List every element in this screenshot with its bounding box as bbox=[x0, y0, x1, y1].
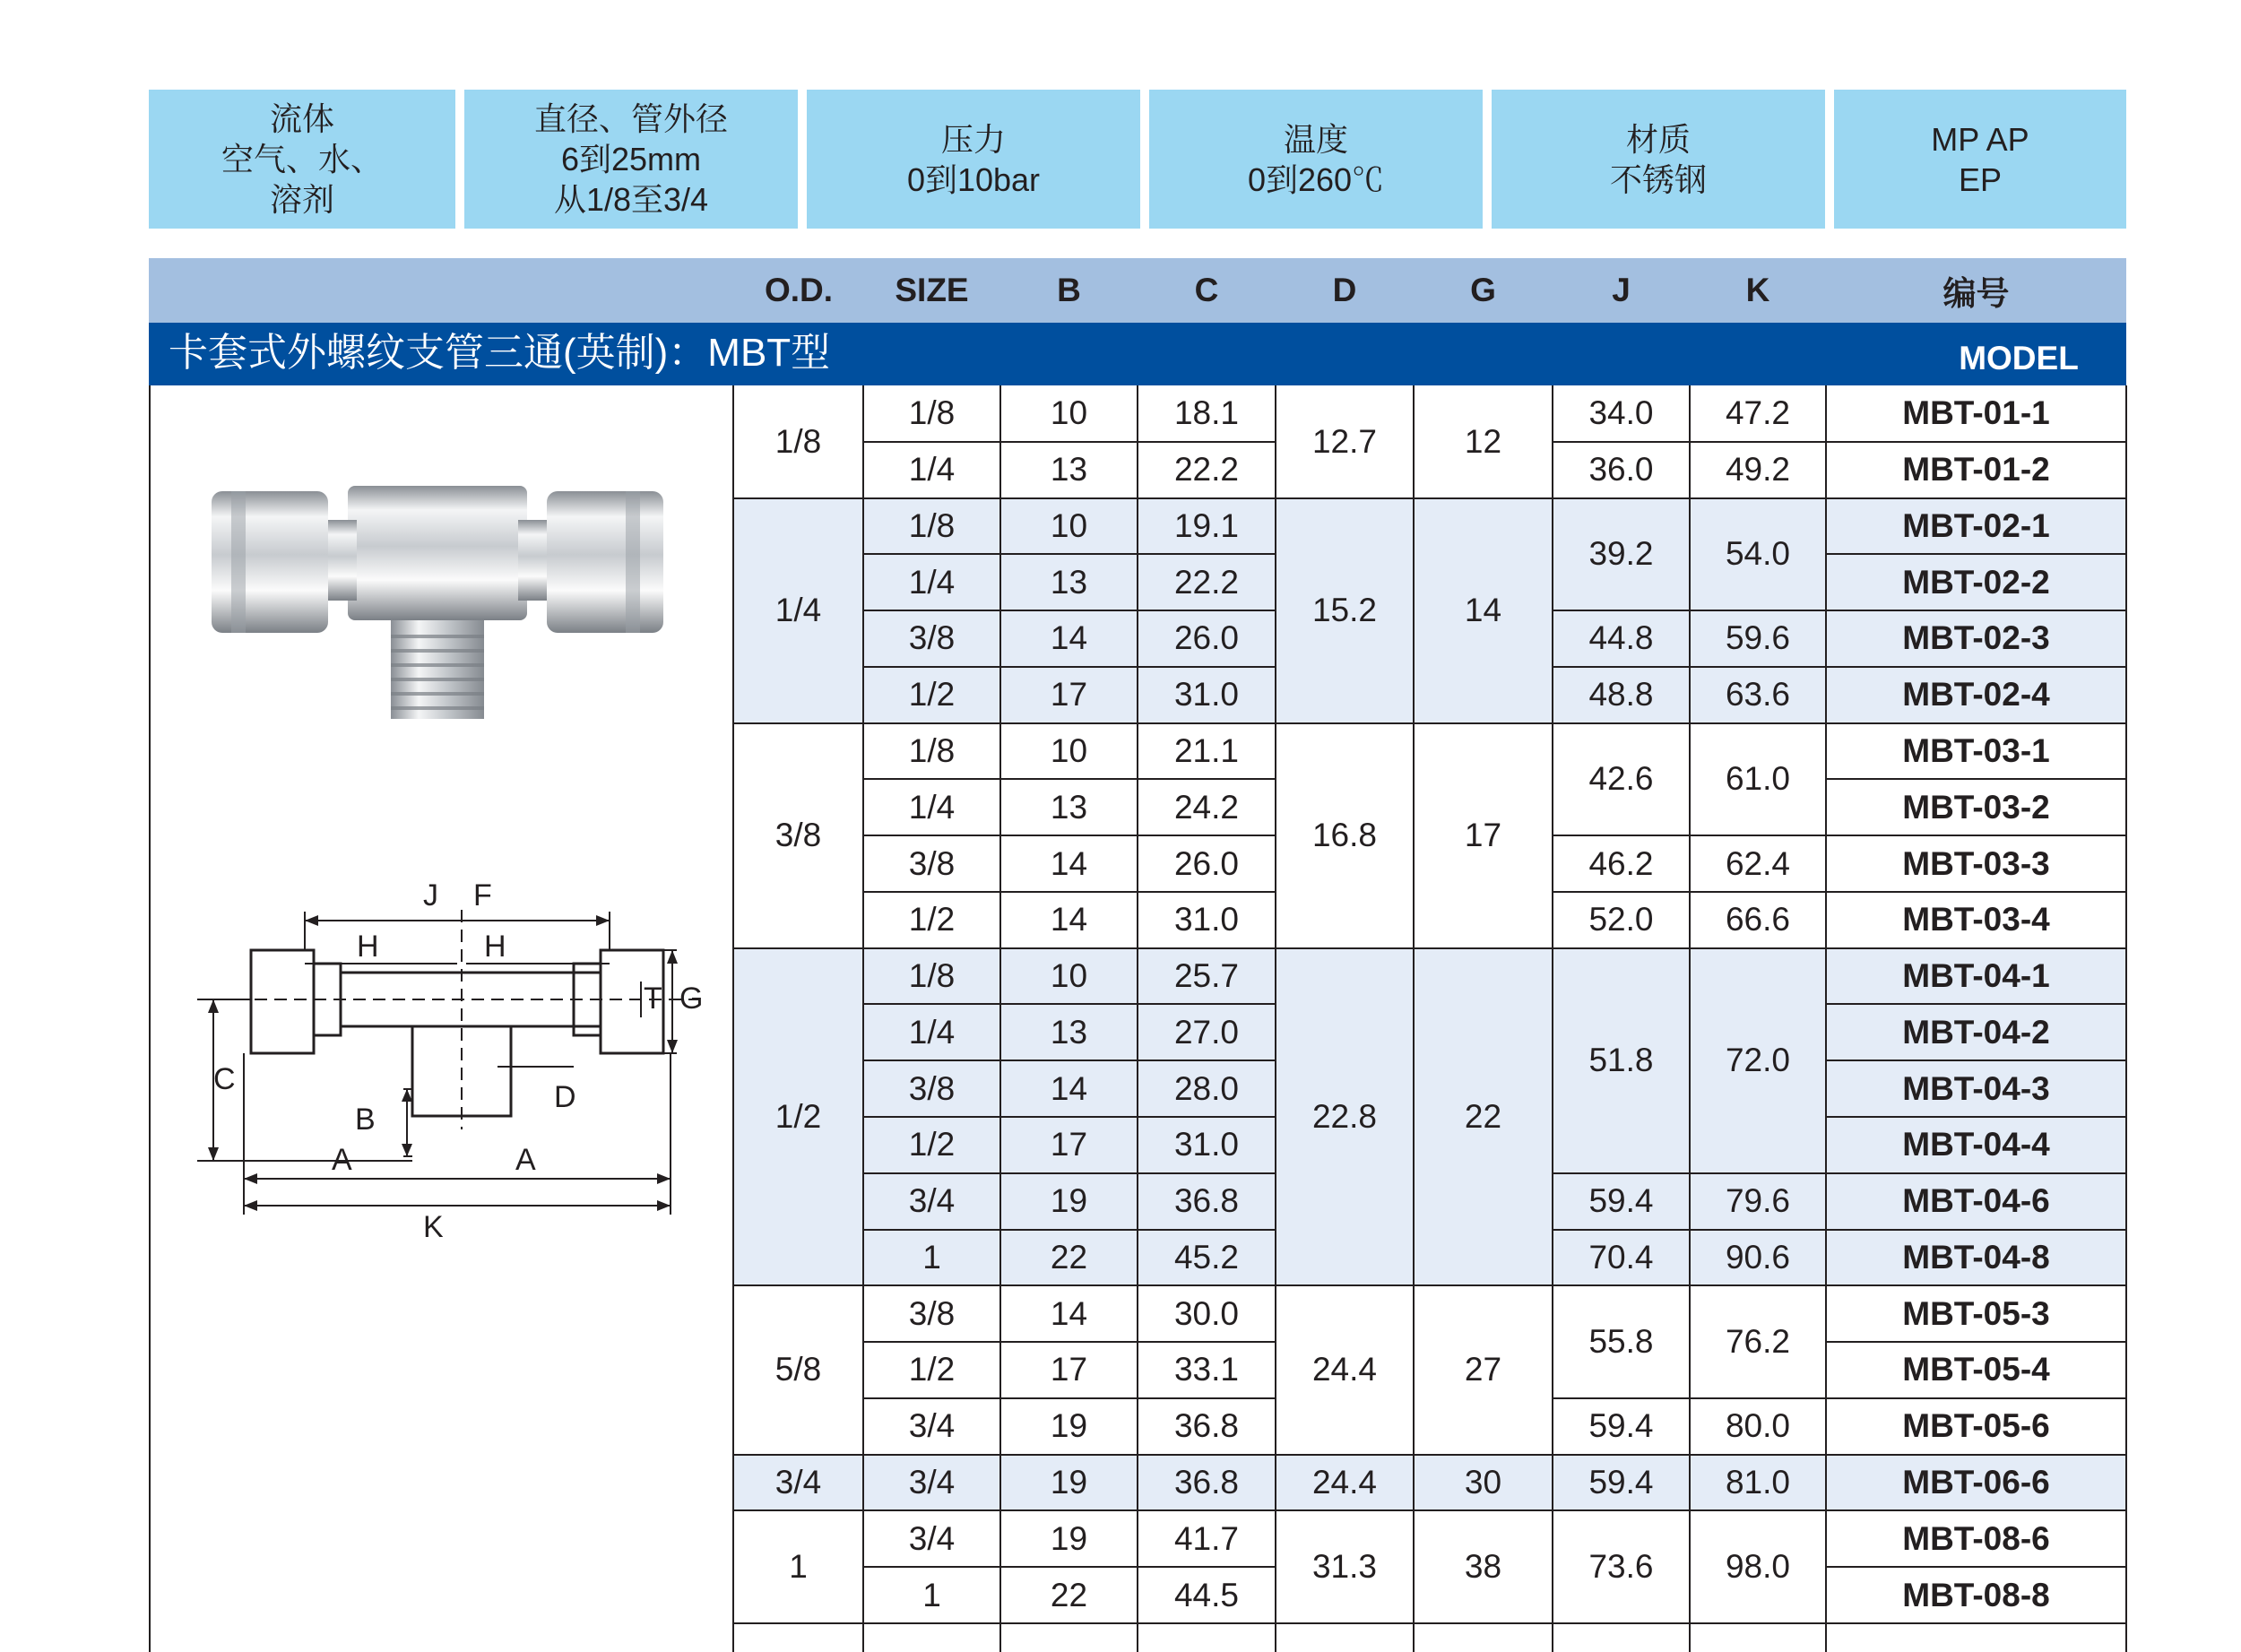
table-rule bbox=[733, 1509, 2126, 1511]
table-rule bbox=[863, 553, 1276, 555]
c-cell: 45.2 bbox=[1173, 1238, 1239, 1276]
c-cell: 22.2 bbox=[1173, 451, 1239, 489]
table-rule bbox=[732, 385, 734, 1652]
od-cell: 1/8 bbox=[774, 422, 822, 460]
size-cell: 3/8 bbox=[908, 844, 956, 882]
d-cell: 24.4 bbox=[1311, 1351, 1377, 1388]
table-rule bbox=[1826, 835, 2126, 836]
g-cell: 30 bbox=[1464, 1464, 1502, 1501]
j-cell: 52.0 bbox=[1588, 901, 1654, 938]
size-cell: 1/2 bbox=[908, 676, 956, 714]
table-rule bbox=[862, 385, 864, 1652]
d-cell: 22.8 bbox=[1311, 1097, 1377, 1135]
table-rule bbox=[863, 1397, 1276, 1399]
model-cell: MBT-05-6 bbox=[1902, 1407, 2050, 1445]
k-cell: 63.6 bbox=[1725, 676, 1790, 714]
size-cell: 1/4 bbox=[908, 563, 956, 601]
j-cell: 59.4 bbox=[1588, 1182, 1654, 1220]
table-rule bbox=[733, 722, 2126, 724]
model-cell: MBT-03-2 bbox=[1902, 788, 2050, 826]
b-cell: 19 bbox=[1050, 1407, 1088, 1445]
model-cell: MBT-04-4 bbox=[1902, 1126, 2050, 1163]
b-cell: 13 bbox=[1050, 563, 1088, 601]
k-cell: 49.2 bbox=[1725, 451, 1790, 489]
c-cell: 30.0 bbox=[1173, 1294, 1239, 1332]
k-cell: 79.6 bbox=[1725, 1182, 1790, 1220]
model-cell: MBT-05-3 bbox=[1902, 1294, 2050, 1332]
table-rule bbox=[1826, 1341, 2126, 1343]
k-cell: 62.4 bbox=[1725, 844, 1790, 882]
j-cell: 42.6 bbox=[1588, 760, 1654, 798]
dim-label-a-right: A bbox=[515, 1143, 536, 1177]
size-cell: 3/4 bbox=[908, 1407, 956, 1445]
j-cell: 44.8 bbox=[1588, 619, 1654, 657]
model-cell: MBT-08-6 bbox=[1902, 1519, 2050, 1557]
size-cell: 3/8 bbox=[908, 1294, 956, 1332]
spec-fluid bbox=[149, 90, 455, 229]
b-cell: 19 bbox=[1050, 1464, 1088, 1501]
model-cell: MBT-03-4 bbox=[1902, 901, 2050, 938]
spec-line: 溶剂 bbox=[269, 181, 334, 218]
c-cell: 28.0 bbox=[1173, 1069, 1239, 1107]
table-rule bbox=[999, 385, 1001, 1652]
size-cell: 1/2 bbox=[908, 901, 956, 938]
table-rule bbox=[733, 497, 2126, 499]
size-cell: 3/8 bbox=[908, 1069, 956, 1107]
col-header-d: D bbox=[1332, 272, 1357, 308]
j-cell: 59.4 bbox=[1588, 1464, 1654, 1501]
model-cell: MBT-04-3 bbox=[1902, 1069, 2050, 1107]
col-header-b: B bbox=[1057, 272, 1081, 308]
model-cell: MBT-06-6 bbox=[1902, 1464, 2050, 1501]
k-cell: 59.6 bbox=[1725, 619, 1790, 657]
table-rule bbox=[1552, 385, 1553, 1652]
spec-diameter bbox=[464, 90, 798, 229]
k-cell: 98.0 bbox=[1725, 1548, 1790, 1586]
b-cell: 17 bbox=[1050, 1126, 1088, 1163]
model-cell: MBT-04-8 bbox=[1902, 1238, 2050, 1276]
size-cell: 1/8 bbox=[908, 394, 956, 432]
b-cell: 19 bbox=[1050, 1182, 1088, 1220]
c-cell: 24.2 bbox=[1173, 788, 1239, 826]
d-cell: 16.8 bbox=[1311, 817, 1377, 854]
table-rule bbox=[1826, 666, 2126, 668]
b-cell: 10 bbox=[1050, 731, 1088, 769]
table-rule bbox=[863, 891, 1276, 893]
table-rule bbox=[863, 1566, 1276, 1568]
dim-label-h-right: H bbox=[484, 930, 506, 964]
model-cell: MBT-05-4 bbox=[1902, 1351, 2050, 1388]
k-cell: 66.6 bbox=[1725, 901, 1790, 938]
size-cell: 1 bbox=[922, 1238, 941, 1276]
table-rule bbox=[1826, 553, 2126, 555]
col-header-od: O.D. bbox=[764, 272, 834, 308]
spec-line: 直径、管外径 bbox=[533, 100, 728, 137]
dim-label-f: F bbox=[473, 878, 492, 912]
table-rule bbox=[1826, 1397, 2126, 1399]
table-rule bbox=[1826, 1229, 2126, 1231]
table-rule bbox=[1413, 385, 1415, 1652]
b-cell: 10 bbox=[1050, 394, 1088, 432]
size-cell: 1 bbox=[922, 1576, 941, 1613]
dim-label-d: D bbox=[554, 1080, 576, 1114]
col-header-c: C bbox=[1194, 272, 1219, 308]
c-cell: 44.5 bbox=[1173, 1576, 1239, 1613]
size-cell: 1/8 bbox=[908, 506, 956, 544]
size-cell: 1/8 bbox=[908, 731, 956, 769]
j-cell: 70.4 bbox=[1588, 1238, 1654, 1276]
od-cell: 1/4 bbox=[774, 592, 822, 629]
size-cell: 3/4 bbox=[908, 1464, 956, 1501]
od-cell: 3/4 bbox=[774, 1464, 822, 1501]
b-cell: 17 bbox=[1050, 676, 1088, 714]
size-cell: 1/4 bbox=[908, 1013, 956, 1051]
table-rule bbox=[863, 666, 1276, 668]
model-label: MODEL bbox=[1959, 340, 2079, 376]
model-cell: MBT-01-1 bbox=[1902, 394, 2050, 432]
b-cell: 22 bbox=[1050, 1238, 1088, 1276]
col-header-k: K bbox=[1745, 272, 1770, 308]
table-rule bbox=[863, 1116, 1276, 1118]
c-cell: 18.1 bbox=[1173, 394, 1239, 432]
table-rule bbox=[1826, 610, 2126, 611]
dim-label-t: T bbox=[644, 982, 662, 1016]
col-header-model: 编号 bbox=[1942, 275, 2010, 312]
c-cell: 31.0 bbox=[1173, 901, 1239, 938]
table-rule bbox=[863, 778, 1276, 780]
od-cell: 3/8 bbox=[774, 817, 822, 854]
j-cell: 59.4 bbox=[1588, 1407, 1654, 1445]
j-cell: 36.0 bbox=[1588, 451, 1654, 489]
k-cell: 72.0 bbox=[1725, 1042, 1790, 1079]
table-rule bbox=[1826, 1060, 2126, 1061]
model-cell: MBT-08-8 bbox=[1902, 1576, 2050, 1613]
g-cell: 17 bbox=[1464, 817, 1502, 854]
c-cell: 25.7 bbox=[1173, 957, 1239, 995]
table-rule bbox=[1826, 891, 2126, 893]
spec-temperature bbox=[1149, 90, 1483, 229]
spec-finish bbox=[1834, 90, 2126, 229]
d-cell: 15.2 bbox=[1311, 592, 1377, 629]
table-rule bbox=[1826, 1003, 2126, 1005]
model-cell: MBT-01-2 bbox=[1902, 451, 2050, 489]
table-rule bbox=[863, 1229, 1276, 1231]
k-cell: 47.2 bbox=[1725, 394, 1790, 432]
c-cell: 36.8 bbox=[1173, 1407, 1239, 1445]
spec-line: 材质 bbox=[1625, 120, 1691, 158]
table-rule bbox=[1137, 385, 1138, 1652]
spec-line: 从1/8至3/4 bbox=[553, 181, 709, 218]
g-cell: 22 bbox=[1464, 1097, 1502, 1135]
j-cell: 48.8 bbox=[1588, 676, 1654, 714]
table-rule bbox=[863, 1060, 1276, 1061]
j-cell: 51.8 bbox=[1588, 1042, 1654, 1079]
b-cell: 22 bbox=[1050, 1576, 1088, 1613]
od-cell: 1 bbox=[789, 1548, 808, 1586]
model-cell: MBT-03-3 bbox=[1902, 844, 2050, 882]
k-cell: 80.0 bbox=[1725, 1407, 1790, 1445]
spec-line: 6到25mm bbox=[560, 141, 702, 177]
model-cell: MBT-02-4 bbox=[1902, 676, 2050, 714]
model-cell: MBT-04-6 bbox=[1902, 1182, 2050, 1220]
j-cell: 73.6 bbox=[1588, 1548, 1654, 1586]
table-rule bbox=[863, 1003, 1276, 1005]
model-cell: MBT-04-1 bbox=[1902, 957, 2050, 995]
j-cell: 34.0 bbox=[1588, 394, 1654, 432]
product-title: 卡套式外螺纹支管三通(英制)：MBT型 bbox=[169, 331, 831, 375]
size-cell: 1/4 bbox=[908, 788, 956, 826]
spec-line: EP bbox=[1958, 160, 2003, 198]
table-rule bbox=[1826, 441, 2126, 443]
c-cell: 22.2 bbox=[1173, 563, 1239, 601]
table-rule bbox=[149, 385, 151, 1652]
dim-label-g: G bbox=[679, 982, 704, 1016]
table-rule bbox=[863, 1172, 1276, 1174]
od-cell: 5/8 bbox=[774, 1351, 822, 1388]
b-cell: 14 bbox=[1050, 844, 1088, 882]
size-cell: 3/4 bbox=[908, 1182, 956, 1220]
dimension-drawing bbox=[188, 865, 726, 1241]
dim-label-a-left: A bbox=[332, 1143, 352, 1177]
table-rule bbox=[1826, 1566, 2126, 1568]
model-cell: MBT-03-1 bbox=[1902, 731, 2050, 769]
spec-line: 流体 bbox=[269, 100, 334, 137]
j-cell: 46.2 bbox=[1588, 844, 1654, 882]
d-cell: 31.3 bbox=[1311, 1548, 1377, 1586]
size-cell: 1/2 bbox=[908, 1351, 956, 1388]
spec-line: 不锈钢 bbox=[1609, 160, 1707, 198]
table-rule bbox=[1825, 385, 1827, 1652]
table-rule bbox=[733, 1622, 2126, 1624]
g-cell: 38 bbox=[1464, 1548, 1502, 1586]
size-cell: 1/8 bbox=[908, 957, 956, 995]
c-cell: 36.8 bbox=[1173, 1182, 1239, 1220]
d-cell: 24.4 bbox=[1311, 1464, 1377, 1501]
model-cell: MBT-04-2 bbox=[1902, 1013, 2050, 1051]
c-cell: 33.1 bbox=[1173, 1351, 1239, 1388]
dim-label-b: B bbox=[355, 1103, 376, 1137]
g-cell: 27 bbox=[1464, 1351, 1502, 1388]
k-cell: 81.0 bbox=[1725, 1464, 1790, 1501]
c-cell: 31.0 bbox=[1173, 1126, 1239, 1163]
dim-label-j: J bbox=[423, 878, 438, 912]
table-header bbox=[149, 258, 2126, 323]
spec-line: 压力 bbox=[940, 120, 1006, 158]
b-cell: 14 bbox=[1050, 901, 1088, 938]
c-cell: 21.1 bbox=[1173, 731, 1239, 769]
table-rule bbox=[733, 1284, 2126, 1286]
b-cell: 13 bbox=[1050, 788, 1088, 826]
b-cell: 10 bbox=[1050, 957, 1088, 995]
table-rule bbox=[863, 610, 1276, 611]
size-cell: 3/8 bbox=[908, 619, 956, 657]
model-cell: MBT-02-2 bbox=[1902, 563, 2050, 601]
k-cell: 76.2 bbox=[1725, 1323, 1790, 1361]
j-cell: 39.2 bbox=[1588, 535, 1654, 573]
product-photo bbox=[195, 448, 679, 735]
size-cell: 1/4 bbox=[908, 451, 956, 489]
table-rule bbox=[733, 1454, 2126, 1456]
product-title-band bbox=[149, 323, 2126, 385]
table-rule bbox=[733, 947, 2126, 949]
c-cell: 31.0 bbox=[1173, 676, 1239, 714]
table-rule bbox=[1826, 1172, 2126, 1174]
col-header-g: G bbox=[1470, 272, 1496, 308]
dim-label-c: C bbox=[213, 1062, 236, 1096]
size-cell: 3/4 bbox=[908, 1519, 956, 1557]
spec-line: 温度 bbox=[1283, 120, 1348, 158]
k-cell: 90.6 bbox=[1725, 1238, 1790, 1276]
spec-pressure bbox=[807, 90, 1140, 229]
model-cell: MBT-02-3 bbox=[1902, 619, 2050, 657]
b-cell: 17 bbox=[1050, 1351, 1088, 1388]
spec-line: 空气、水、 bbox=[221, 141, 383, 177]
k-cell: 54.0 bbox=[1725, 535, 1790, 573]
table-rule bbox=[863, 835, 1276, 836]
od-cell: 1/2 bbox=[774, 1097, 822, 1135]
b-cell: 14 bbox=[1050, 1294, 1088, 1332]
size-cell: 1/2 bbox=[908, 1126, 956, 1163]
b-cell: 13 bbox=[1050, 1013, 1088, 1051]
c-cell: 36.8 bbox=[1173, 1464, 1239, 1501]
c-cell: 26.0 bbox=[1173, 619, 1239, 657]
g-cell: 14 bbox=[1464, 592, 1502, 629]
d-cell: 12.7 bbox=[1311, 422, 1377, 460]
table-rule bbox=[1826, 778, 2126, 780]
c-cell: 41.7 bbox=[1173, 1519, 1239, 1557]
k-cell: 61.0 bbox=[1725, 760, 1790, 798]
dim-label-k: K bbox=[423, 1210, 444, 1241]
c-cell: 27.0 bbox=[1173, 1013, 1239, 1051]
table-rule bbox=[2125, 385, 2127, 1652]
table-rule bbox=[863, 1341, 1276, 1343]
b-cell: 13 bbox=[1050, 451, 1088, 489]
b-cell: 10 bbox=[1050, 506, 1088, 544]
spec-line: MP AP bbox=[1931, 120, 2029, 158]
b-cell: 14 bbox=[1050, 1069, 1088, 1107]
table-rule bbox=[863, 441, 1276, 443]
b-cell: 19 bbox=[1050, 1519, 1088, 1557]
col-header-j: J bbox=[1612, 272, 1631, 308]
dim-label-h-left: H bbox=[357, 930, 379, 964]
j-cell: 55.8 bbox=[1588, 1323, 1654, 1361]
table-rule bbox=[1275, 385, 1276, 1652]
c-cell: 26.0 bbox=[1173, 844, 1239, 882]
spec-line: 0到10bar bbox=[906, 160, 1041, 198]
spec-line: 0到260℃ bbox=[1247, 160, 1385, 198]
g-cell: 12 bbox=[1464, 422, 1502, 460]
table-rule bbox=[1826, 1116, 2126, 1118]
table-rule bbox=[1689, 385, 1691, 1652]
spec-material bbox=[1492, 90, 1825, 229]
b-cell: 14 bbox=[1050, 619, 1088, 657]
c-cell: 19.1 bbox=[1173, 506, 1239, 544]
model-cell: MBT-02-1 bbox=[1902, 506, 2050, 544]
col-header-size: SIZE bbox=[895, 272, 969, 308]
